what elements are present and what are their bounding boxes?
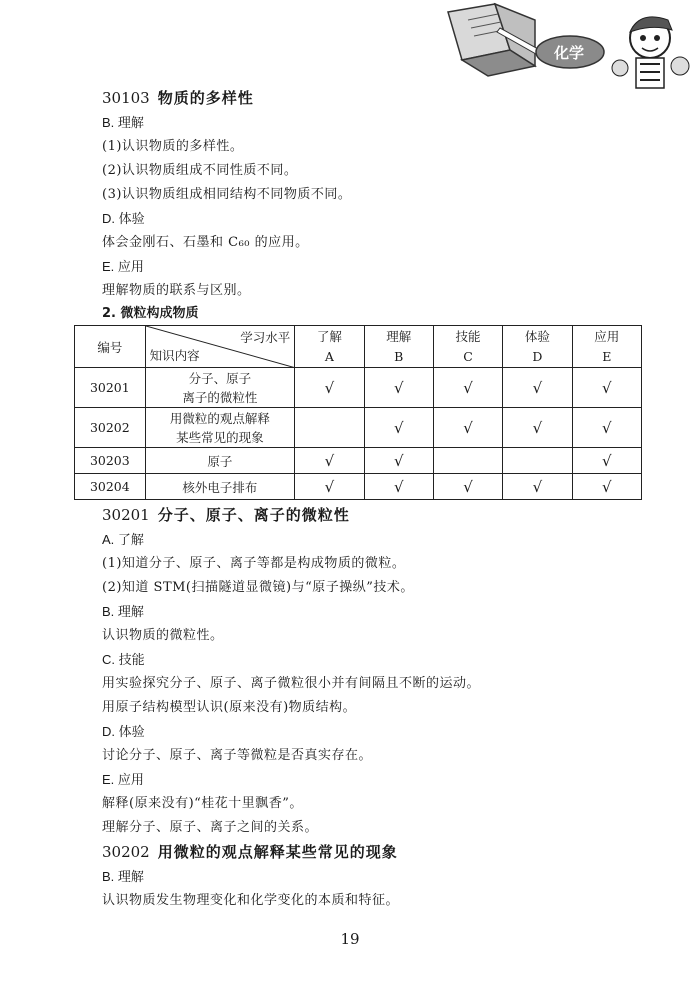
diag-top-label: 学习水平 bbox=[240, 329, 291, 345]
paragraph: 用原子结构模型认识(原来没有)物质结构。 bbox=[102, 700, 357, 715]
row-id: 30202 bbox=[75, 408, 146, 448]
row-content: 原子 bbox=[145, 448, 295, 474]
page-content bbox=[89, 86, 620, 913]
paragraph: 讨论分子、原子、离子等微粒是否真实存在。 bbox=[102, 748, 373, 763]
paragraph: 解释(原来没有)“桂花十里飘香”。 bbox=[102, 796, 303, 811]
level-label: B. 理解 bbox=[102, 115, 144, 130]
level-label: B. 理解 bbox=[102, 604, 144, 619]
level-label: D. 体验 bbox=[102, 211, 145, 226]
table-row bbox=[75, 368, 642, 408]
check-mark: √ bbox=[572, 474, 641, 500]
level-label: A. 了解 bbox=[102, 532, 144, 547]
paragraph: 认识物质的微粒性。 bbox=[102, 628, 224, 643]
check-mark: √ bbox=[572, 448, 641, 474]
table-row bbox=[75, 448, 642, 474]
table-row bbox=[75, 474, 642, 500]
section-heading: 30201 分子、原子、离子的微粒性 bbox=[102, 506, 350, 524]
section-30202 bbox=[102, 840, 612, 913]
check-mark: √ bbox=[503, 368, 572, 408]
header-diagonal-cell bbox=[145, 326, 295, 368]
subject-badge bbox=[536, 36, 604, 68]
check-mark: √ bbox=[295, 368, 364, 408]
row-content: 分子、原子 离子的微粒性 bbox=[145, 368, 295, 408]
paragraph: 理解分子、原子、离子之间的关系。 bbox=[102, 820, 319, 835]
paragraph: 用实验探究分子、原子、离子微粒很小并有间隔且不断的运动。 bbox=[102, 676, 481, 691]
check-mark: √ bbox=[433, 408, 502, 448]
cartoon-boy-icon bbox=[612, 17, 689, 88]
row-id: 30201 bbox=[75, 368, 146, 408]
check-mark: √ bbox=[364, 474, 433, 500]
row-id: 30204 bbox=[75, 474, 146, 500]
table-row bbox=[75, 408, 642, 448]
header-decoration bbox=[440, 0, 700, 92]
section-30201 bbox=[102, 503, 612, 840]
header-level: 了解 A bbox=[295, 326, 364, 368]
check-mark bbox=[503, 448, 572, 474]
check-mark: √ bbox=[295, 448, 364, 474]
diag-bottom-label: 知识内容 bbox=[149, 347, 200, 363]
paragraph: 体会金刚石、石墨和 C₆₀ 的应用。 bbox=[102, 235, 309, 250]
level-label: C. 技能 bbox=[102, 652, 145, 667]
check-mark: √ bbox=[503, 408, 572, 448]
level-label: B. 理解 bbox=[102, 869, 144, 884]
paragraph: 理解物质的联系与区别。 bbox=[102, 283, 251, 298]
levels-table bbox=[74, 325, 642, 500]
check-mark: √ bbox=[572, 368, 641, 408]
header-id: 编号 bbox=[75, 326, 146, 368]
subsection-title: 2. 微粒构成物质 bbox=[102, 306, 199, 321]
book-icon bbox=[448, 4, 540, 76]
table-header-row bbox=[75, 326, 642, 368]
check-mark: √ bbox=[364, 408, 433, 448]
paragraph: (2)知道 STM(扫描隧道显微镜)与“原子操纵”技术。 bbox=[102, 580, 414, 595]
row-content: 核外电子排布 bbox=[145, 474, 295, 500]
header-level: 应用 E bbox=[572, 326, 641, 368]
check-mark: √ bbox=[503, 474, 572, 500]
header-level: 技能 C bbox=[433, 326, 502, 368]
level-label: D. 体验 bbox=[102, 724, 145, 739]
row-id: 30203 bbox=[75, 448, 146, 474]
section-30103 bbox=[102, 86, 612, 303]
check-mark: √ bbox=[295, 474, 364, 500]
level-label: E. 应用 bbox=[102, 772, 144, 787]
subject-label: 化学 bbox=[554, 44, 585, 62]
paragraph: (3)认识物质组成相同结构不同物质不同。 bbox=[102, 187, 352, 202]
paragraph: (1)认识物质的多样性。 bbox=[102, 139, 244, 154]
header-level: 理解 B bbox=[364, 326, 433, 368]
paragraph: 认识物质发生物理变化和化学变化的本质和特征。 bbox=[102, 893, 400, 908]
page-number: 19 bbox=[340, 930, 360, 948]
check-mark: √ bbox=[572, 408, 641, 448]
check-mark: √ bbox=[364, 448, 433, 474]
level-label: E. 应用 bbox=[102, 259, 144, 274]
check-mark bbox=[295, 408, 364, 448]
paragraph: (1)知道分子、原子、离子等都是构成物质的微粒。 bbox=[102, 556, 406, 571]
paragraph: (2)认识物质组成不同性质不同。 bbox=[102, 163, 298, 178]
check-mark: √ bbox=[433, 474, 502, 500]
check-mark: √ bbox=[364, 368, 433, 408]
section-heading: 30103 物质的多样性 bbox=[102, 89, 254, 107]
check-mark: √ bbox=[433, 368, 502, 408]
section-heading: 30202 用微粒的观点解释某些常见的现象 bbox=[102, 843, 398, 861]
check-mark bbox=[433, 448, 502, 474]
header-level: 体验 D bbox=[503, 326, 572, 368]
row-content: 用微粒的观点解释 某些常见的现象 bbox=[145, 408, 295, 448]
